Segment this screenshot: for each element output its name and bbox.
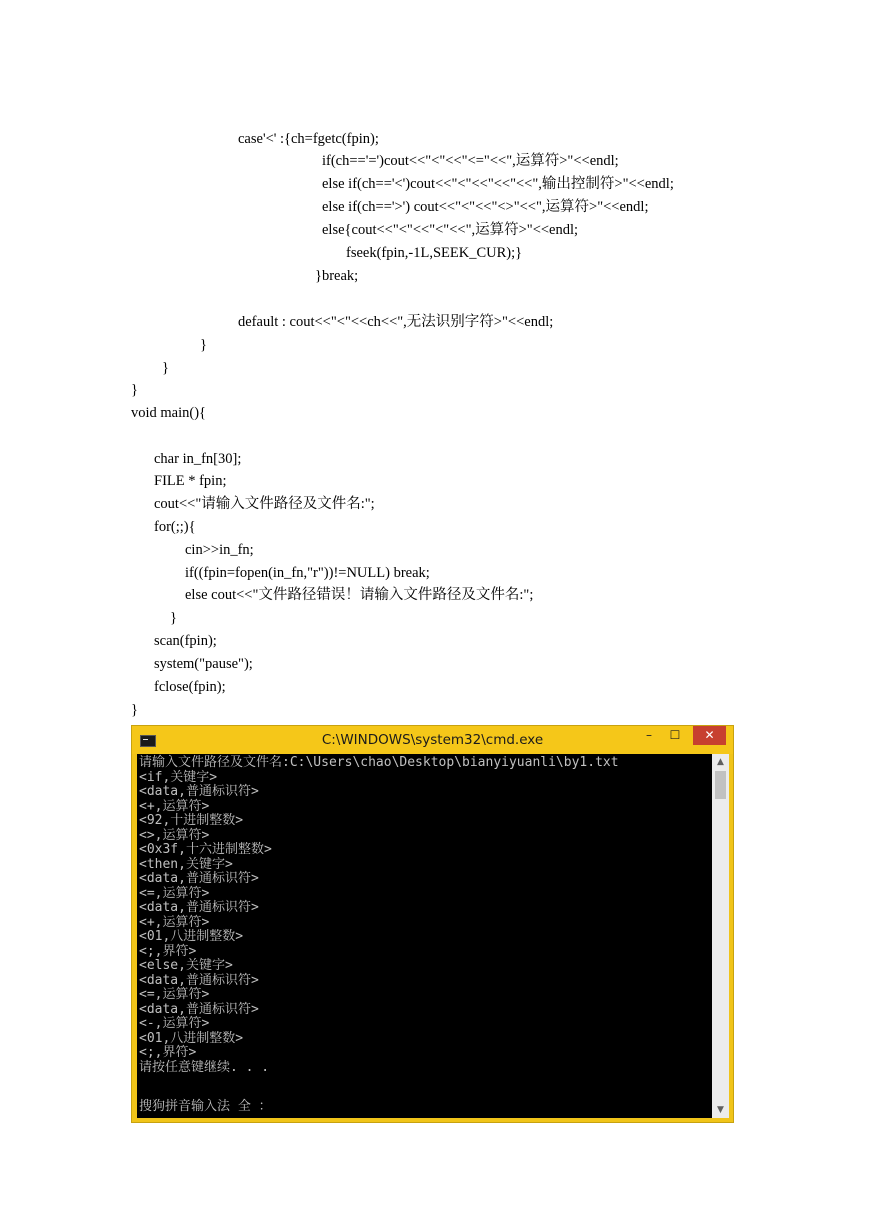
console-line: <01,八进制整数> xyxy=(139,929,244,944)
console-window xyxy=(131,725,734,1123)
code-line: } xyxy=(131,382,138,398)
code-line: else if(ch=='>') cout<<"<"<<"<>"<<",运算符>"<<endl; xyxy=(322,199,649,215)
code-line: fseek(fpin,-1L,SEEK_CUR);} xyxy=(346,245,523,261)
scroll-thumb[interactable] xyxy=(715,771,726,799)
minimize-icon[interactable]: – xyxy=(646,728,652,742)
console-line: <+,运算符> xyxy=(139,798,210,814)
code-line: else{cout<<"<"<<"<"<<",运算符>"<<endl; xyxy=(322,222,579,238)
code-line: scan(fpin); xyxy=(154,633,217,649)
console-line: <92,十进制整数> xyxy=(139,813,244,828)
scroll-up-icon[interactable]: ▲ xyxy=(717,757,724,767)
console-line: <01,八进制整数> xyxy=(139,1030,244,1046)
code-line: } xyxy=(170,610,177,626)
code-line: } xyxy=(162,360,169,376)
console-line: <;,界符> xyxy=(139,943,197,959)
console-scrollbar[interactable] xyxy=(712,754,729,1118)
console-line: <data,普通标识符> xyxy=(139,784,259,799)
console-line: 请输入文件路径及文件名:C:\Users\chao\Desktop\bianyiyuanli\by1.txt xyxy=(139,755,619,770)
code-line: case'<' :{ch=fgetc(fpin); xyxy=(238,131,379,147)
code-line: for(;;){ xyxy=(154,519,196,535)
console-line: <;,界符> xyxy=(139,1045,197,1060)
code-line: }break; xyxy=(315,268,359,284)
console-line: <if,关键字> xyxy=(139,769,218,785)
ime-status-line: 搜狗拼音输入法 全 ： xyxy=(139,1099,272,1114)
console-line: <+,运算符> xyxy=(139,914,210,930)
code-line: FILE * fpin; xyxy=(154,473,227,489)
console-line: <then,关键字> xyxy=(139,856,233,872)
scroll-down-icon[interactable]: ▼ xyxy=(717,1105,724,1115)
code-line: fclose(fpin); xyxy=(154,679,226,695)
console-line: <0x3f,十六进制整数> xyxy=(139,842,272,857)
code-line: default : cout<<"<"<<ch<<",无法识别字符>"<<endl; xyxy=(238,314,554,330)
code-line: void main(){ xyxy=(131,405,207,421)
console-line: <-,运算符> xyxy=(139,1016,210,1031)
code-line: if((fpin=fopen(in_fn,"r"))!=NULL) break; xyxy=(185,565,430,581)
code-line: if(ch=='=')cout<<"<"<<"<="<<",运算符>"<<endl; xyxy=(322,153,619,169)
console-line: <data,普通标识符> xyxy=(139,1001,259,1017)
console-line: 请按任意键继续. . . xyxy=(139,1059,270,1075)
code-line: cin>>in_fn; xyxy=(185,542,254,558)
console-line: <=,运算符> xyxy=(139,885,210,901)
code-line: } xyxy=(131,702,138,718)
maximize-icon[interactable]: ☐ xyxy=(669,728,681,742)
code-line: cout<<"请输入文件路径及文件名:"; xyxy=(154,496,375,512)
console-line: <else,关键字> xyxy=(139,958,233,973)
console-line: <>,运算符> xyxy=(139,827,210,843)
code-line: else if(ch=='<')cout<<"<"<<"<<"<<",输出控制符>"<<endl; xyxy=(322,176,674,192)
code-line: system("pause"); xyxy=(154,656,253,672)
console-line: <data,普通标识符> xyxy=(139,972,259,988)
console-line: <data,普通标识符> xyxy=(139,900,259,915)
code-line: } xyxy=(200,337,207,353)
code-line: else cout<<"文件路径错误！请输入文件路径及文件名:"; xyxy=(185,587,534,603)
console-output[interactable] xyxy=(137,754,712,1118)
console-titlebar[interactable] xyxy=(132,726,733,754)
close-icon[interactable]: ✕ xyxy=(693,726,726,745)
console-title: C:\WINDOWS\system32\cmd.exe xyxy=(321,732,544,748)
console-line: <data,普通标识符> xyxy=(139,871,259,886)
code-line: char in_fn[30]; xyxy=(154,451,242,467)
console-line: <=,运算符> xyxy=(139,987,210,1002)
